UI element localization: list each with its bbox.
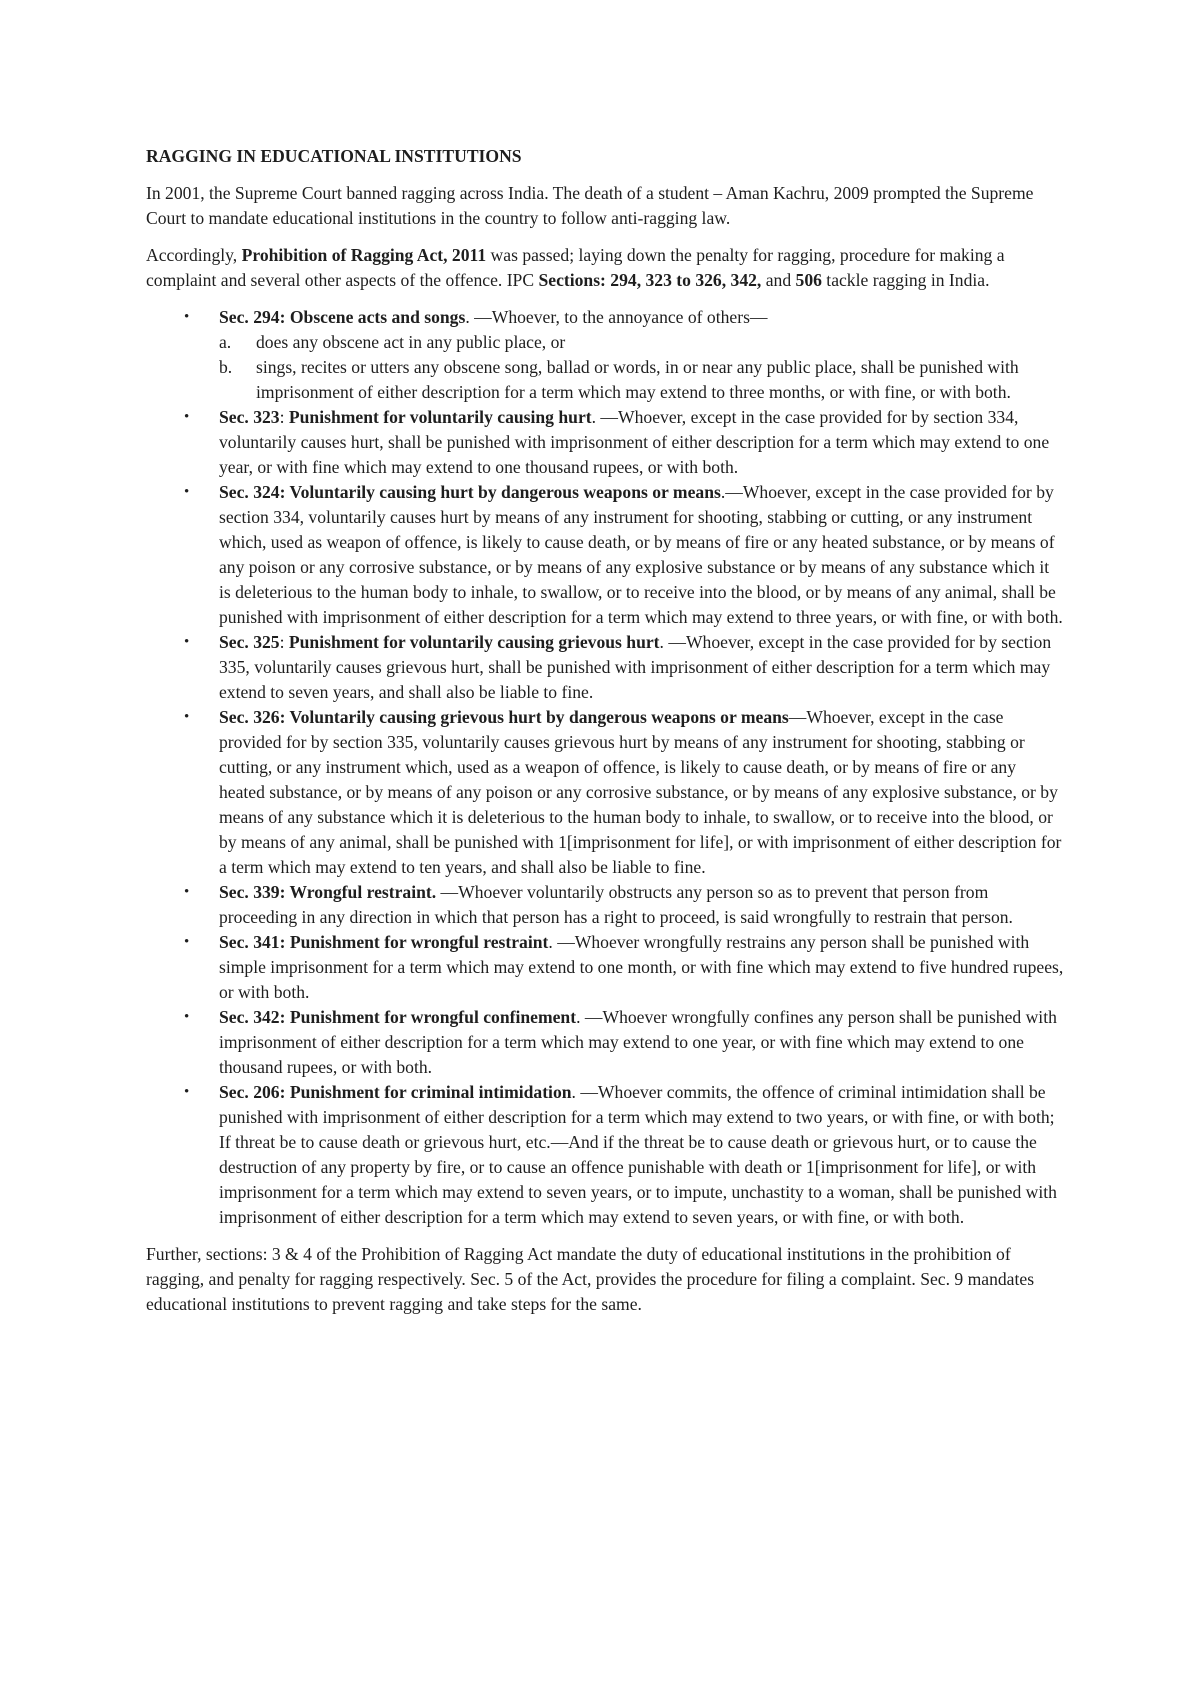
section-342 [146, 1005, 1064, 1080]
section-heading: Sec. 324: Voluntarily causing hurt by dangerous weapons or means [219, 482, 721, 502]
section-heading: Sec. 294: Obscene acts and songs [219, 307, 466, 327]
section-heading: Sec. 206: Punishment for criminal intimidation [219, 1082, 572, 1102]
section-text: .—Whoever, except in the case provided for by section 334, voluntarily causes hurt by means of any instrument for shooting, stabbing or cutting, or any instrument which, used as weapon of offence, is likely to cause death, or by means of fire or any heated substance, or by means of any poison or any corrosive substance, or by means of any explosive substance or by means of any substance which it is deleterious to the human body to inhale, to swallow, or to receive into the blood, or by means of any animal, shall be punished with imprisonment of either description for a term which may extend to three years, or with fine, or with both. [219, 482, 1063, 627]
section-text: . —Whoever, except in the case provided for by section 334, voluntarily causes hurt, shall be punished with imprisonment of either description for a term which may extend to one year, or with fine which may extend to one thousand rupees, or with both. [219, 407, 1050, 477]
section-text: —Whoever voluntarily obstructs any person so as to prevent that person from proceeding in any direction in which that person has a right to proceed, is said wrongfully to restrain that person. [219, 882, 1013, 927]
section-text: —Whoever, except in the case provided for by section 335, voluntarily causes grievous hurt by means of any instrument for shooting, stabbing or cutting, or any instrument which, used as a weapon of offence, is likely to cause death, or by means of fire or any heated substance, or by means of any poison or any corrosive substance, or by means of any explosive substance, or by means of any substance which it is deleterious to the human body to inhale, to swallow, or to receive into the blood, or by means of any animal, shall be punished with 1[imprisonment for life], or with imprisonment of either description for a term which may extend to ten years, and shall also be liable to fine. [219, 707, 1062, 877]
section-heading: Punishment for voluntarily causing grievous hurt [288, 632, 660, 652]
bullet-icon: • [184, 409, 190, 425]
clause-b [219, 355, 1064, 405]
document-title: RAGGING IN EDUCATIONAL INSTITUTIONS [146, 146, 522, 166]
act-paragraph-text: was passed; laying down the penalty for ragging, procedure for making a complaint and several other aspects of the offence. IPC [146, 245, 1005, 290]
act-paragraph-text: Accordingly, [146, 245, 242, 265]
intro-paragraph: In 2001, the Supreme Court banned ragging across India. The death of a student – Aman Kachru, 2009 prompted the Supreme Court to mandate educational institutions in the country to follow anti-ragging law. [146, 183, 1034, 228]
bullet-icon: • [184, 1009, 190, 1025]
section-294 [146, 305, 1064, 405]
act-paragraph-text: tackle ragging in India. [821, 270, 990, 290]
clause-marker: b. [219, 357, 233, 377]
clause-text: does any obscene act in any public place, or [256, 332, 566, 352]
section-324 [146, 480, 1064, 630]
ipc-sections: Sections: 294, 323 to 326, 342, [538, 270, 762, 290]
act-paragraph [146, 243, 1064, 293]
section-325 [146, 630, 1064, 705]
section-text: . —Whoever, to the annoyance of others— [465, 307, 768, 327]
section-heading: Punishment for voluntarily causing hurt [288, 407, 592, 427]
bullet-icon: • [184, 934, 190, 950]
section-number: Sec. 323 [219, 407, 280, 427]
section-294-clauses [219, 330, 1064, 405]
section-206 [146, 1080, 1064, 1230]
bullet-icon: • [184, 484, 190, 500]
section-text: . —Whoever wrongfully restrains any person shall be punished with simple imprisonment for a term which may extend to one month, or with fine which may extend to five hundred rupees, or with both. [219, 932, 1064, 1002]
ipc-section-list [146, 305, 1064, 1230]
clause-text: sings, recites or utters any obscene song, ballad or words, in or near any public place, shall be punished with imprisonment of either description for a term which may extend to three months, or with fine, or with both. [256, 357, 1019, 402]
section-341 [146, 930, 1064, 1005]
section-separator: : [279, 632, 289, 652]
act-name: Prohibition of Ragging Act, 2011 [241, 245, 487, 265]
section-number: Sec. 325 [219, 632, 280, 652]
section-heading: Sec. 342: Punishment for wrongful confinement [219, 1007, 577, 1027]
section-326 [146, 705, 1064, 880]
ipc-section-506: 506 [795, 270, 822, 290]
section-heading: Sec. 339: Wrongful restraint. [219, 882, 437, 902]
section-text: . —Whoever wrongfully confines any person shall be punished with imprisonment of either description for a term which may extend to one year, or with fine which may extend to one thousand rupees, or with both. [219, 1007, 1057, 1077]
section-text: . —Whoever, except in the case provided for by section 335, voluntarily causes grievous hurt, shall be punished with imprisonment of either description for a term which may extend to seven years, and shall also be liable to fine. [219, 632, 1052, 702]
bullet-icon: • [184, 634, 190, 650]
section-heading: Sec. 326: Voluntarily causing grievous hurt by dangerous weapons or means [219, 707, 789, 727]
act-paragraph-text: and [761, 270, 796, 290]
clause-marker: a. [219, 332, 232, 352]
section-heading: Sec. 341: Punishment for wrongful restraint [219, 932, 549, 952]
document-page [146, 144, 1064, 1329]
section-text: . —Whoever commits, the offence of criminal intimidation shall be punished with imprisonment of either description for a term which may extend to two years, or with fine, or with both; If threat be to cause death or grievous hurt, etc.—And if the threat be to cause death or grievous hurt, or to cause the destruction of any property by fire, or to cause an offence punishable with death or 1[imprisonment for life], or with imprisonment for a term which may extend to seven years, or to impute, unchastity to a woman, shall be punished with imprisonment of either description for a term which may extend to seven years, or with fine, or with both. [219, 1082, 1057, 1227]
clause-a [219, 330, 1064, 355]
bullet-icon: • [184, 709, 190, 725]
bullet-icon: • [184, 1084, 190, 1100]
section-separator: : [279, 407, 289, 427]
section-323 [146, 405, 1064, 480]
closing-paragraph: Further, sections: 3 & 4 of the Prohibition of Ragging Act mandate the duty of educational institutions in the prohibition of ragging, and penalty for ragging respectively. Sec. 5 of the Act, provides the procedure for filing a complaint. Sec. 9 mandates educational institutions to prevent ragging and take steps for the same. [146, 1244, 1035, 1314]
section-339 [146, 880, 1064, 930]
bullet-icon: • [184, 884, 190, 900]
bullet-icon: • [184, 309, 190, 325]
